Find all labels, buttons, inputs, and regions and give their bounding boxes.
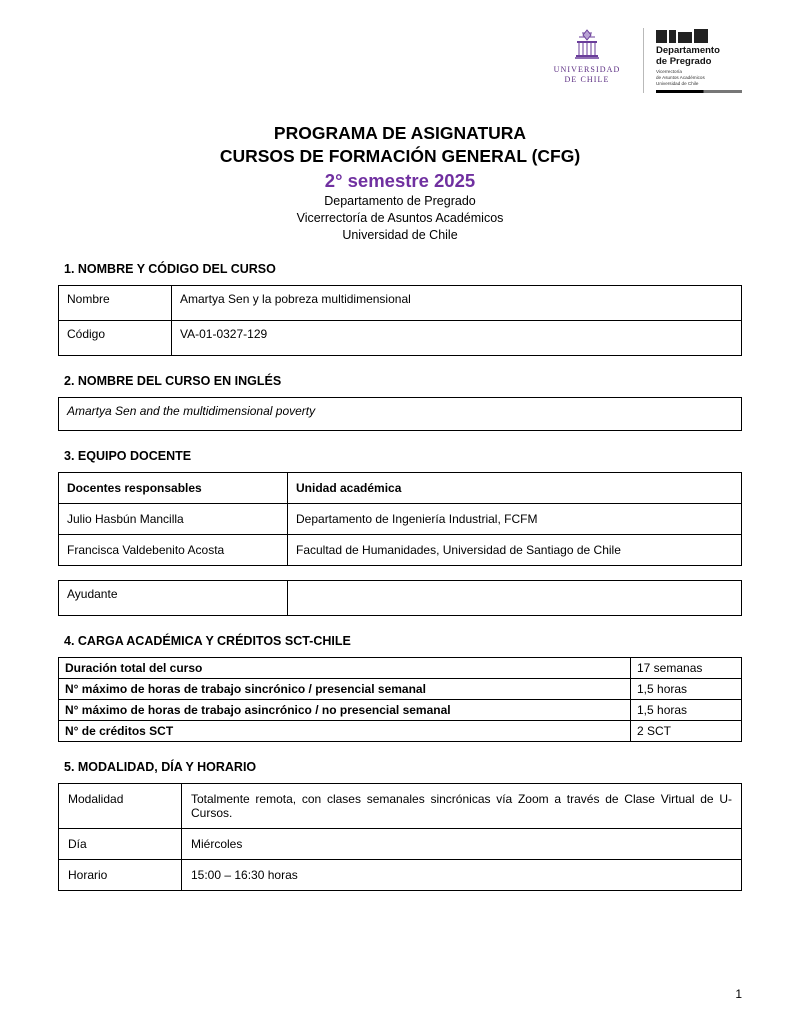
workload-key: N° máximo de horas de trabajo sincrónico / presencial semanal: [59, 679, 631, 700]
course-code-value: VA-01-0327-129: [172, 321, 742, 356]
teacher-unit: Departamento de Ingeniería Industrial, FCFM: [288, 504, 742, 535]
table-row: [59, 860, 742, 891]
modality-label: Modalidad: [59, 784, 182, 829]
pregrado-logo-rule: [656, 90, 742, 93]
pregrado-bars-icon: [656, 28, 742, 43]
teachers-column-header: Docentes responsables: [59, 473, 288, 504]
modality-table: [58, 783, 742, 891]
table-row: [59, 658, 742, 679]
day-value: Miércoles: [182, 829, 742, 860]
table-row: [59, 286, 742, 321]
table-row: [59, 829, 742, 860]
document-title-line1: PROGRAMA DE ASIGNATURA: [273, 123, 527, 143]
section-5-heading: 5. MODALIDAD, DÍA Y HORARIO: [64, 760, 257, 774]
course-name-value: Amartya Sen y la pobreza multidimensional: [172, 286, 742, 321]
table-row: [59, 398, 742, 431]
day-label: Día: [59, 829, 182, 860]
table-row: [59, 321, 742, 356]
schedule-value: 15:00 – 16:30 horas: [182, 860, 742, 891]
header-logos: [58, 28, 742, 96]
workload-value: 17 semanas: [631, 658, 742, 679]
workload-value: 2 SCT: [631, 721, 742, 742]
assistant-value: [288, 581, 742, 616]
table-row: [59, 535, 742, 566]
document-title: [58, 122, 742, 168]
subtitle-line1: Departamento de Pregrado: [324, 194, 476, 208]
workload-value: 1,5 horas: [631, 679, 742, 700]
table-row: [59, 679, 742, 700]
assistant-table: [58, 580, 742, 616]
workload-table: [58, 657, 742, 742]
course-name-label: Nombre: [59, 286, 172, 321]
subtitle-line3: Universidad de Chile: [342, 228, 458, 242]
uchile-logo-text: UNIVERSIDAD DE CHILE: [553, 65, 621, 84]
teacher-unit: Facultad de Humanidades, Universidad de Santiago de Chile: [288, 535, 742, 566]
departamento-de-pregrado-logo: [643, 28, 742, 93]
section-2-heading: 2. NOMBRE DEL CURSO EN INGLÉS: [64, 374, 282, 388]
modality-value: Totalmente remota, con clases semanales sincrónicas vía Zoom a través de Clase Virtual de U-Cursos.: [182, 784, 742, 829]
subtitle-line2: Vicerrectoría de Asuntos Académicos: [296, 211, 504, 225]
teacher-name: Julio Hasbún Mancilla: [59, 504, 288, 535]
english-name-value: Amartya Sen and the multidimensional poverty: [59, 398, 742, 431]
pregrado-logo-title: Departamento de Pregrado: [656, 45, 720, 67]
page-number: 1: [735, 987, 742, 1001]
schedule-label: Horario: [59, 860, 182, 891]
table-row: [59, 784, 742, 829]
document-subtitle: [58, 193, 742, 244]
section-1-heading: 1. NOMBRE Y CÓDIGO DEL CURSO: [64, 262, 276, 276]
section-3-heading: 3. EQUIPO DOCENTE: [64, 449, 192, 463]
universidad-de-chile-logo: [545, 28, 629, 85]
uchile-crest-icon: [572, 28, 602, 62]
assistant-label: Ayudante: [59, 581, 288, 616]
workload-key: N° de créditos SCT: [59, 721, 631, 742]
teacher-name: Francisca Valdebenito Acosta: [59, 535, 288, 566]
course-name-table: [58, 285, 742, 356]
table-row: [59, 504, 742, 535]
table-header-row: [59, 473, 742, 504]
english-name-table: [58, 397, 742, 431]
section-4-heading: 4. CARGA ACADÉMICA Y CRÉDITOS SCT-CHILE: [64, 634, 351, 648]
workload-key: Duración total del curso: [59, 658, 631, 679]
pregrado-logo-subtitle: Vicerrectoría de Asuntos Académicos Universidad de Chile: [656, 69, 705, 86]
workload-value: 1,5 horas: [631, 700, 742, 721]
table-row: [59, 581, 742, 616]
table-row: [59, 721, 742, 742]
unit-column-header: Unidad académica: [288, 473, 742, 504]
teaching-team-table: [58, 472, 742, 566]
course-code-label: Código: [59, 321, 172, 356]
workload-key: N° máximo de horas de trabajo asincrónico / no presencial semanal: [59, 700, 631, 721]
table-row: [59, 700, 742, 721]
semester-title: 2° semestre 2025: [324, 170, 476, 191]
document-title-line2: CURSOS DE FORMACIÓN GENERAL (CFG): [219, 146, 581, 166]
